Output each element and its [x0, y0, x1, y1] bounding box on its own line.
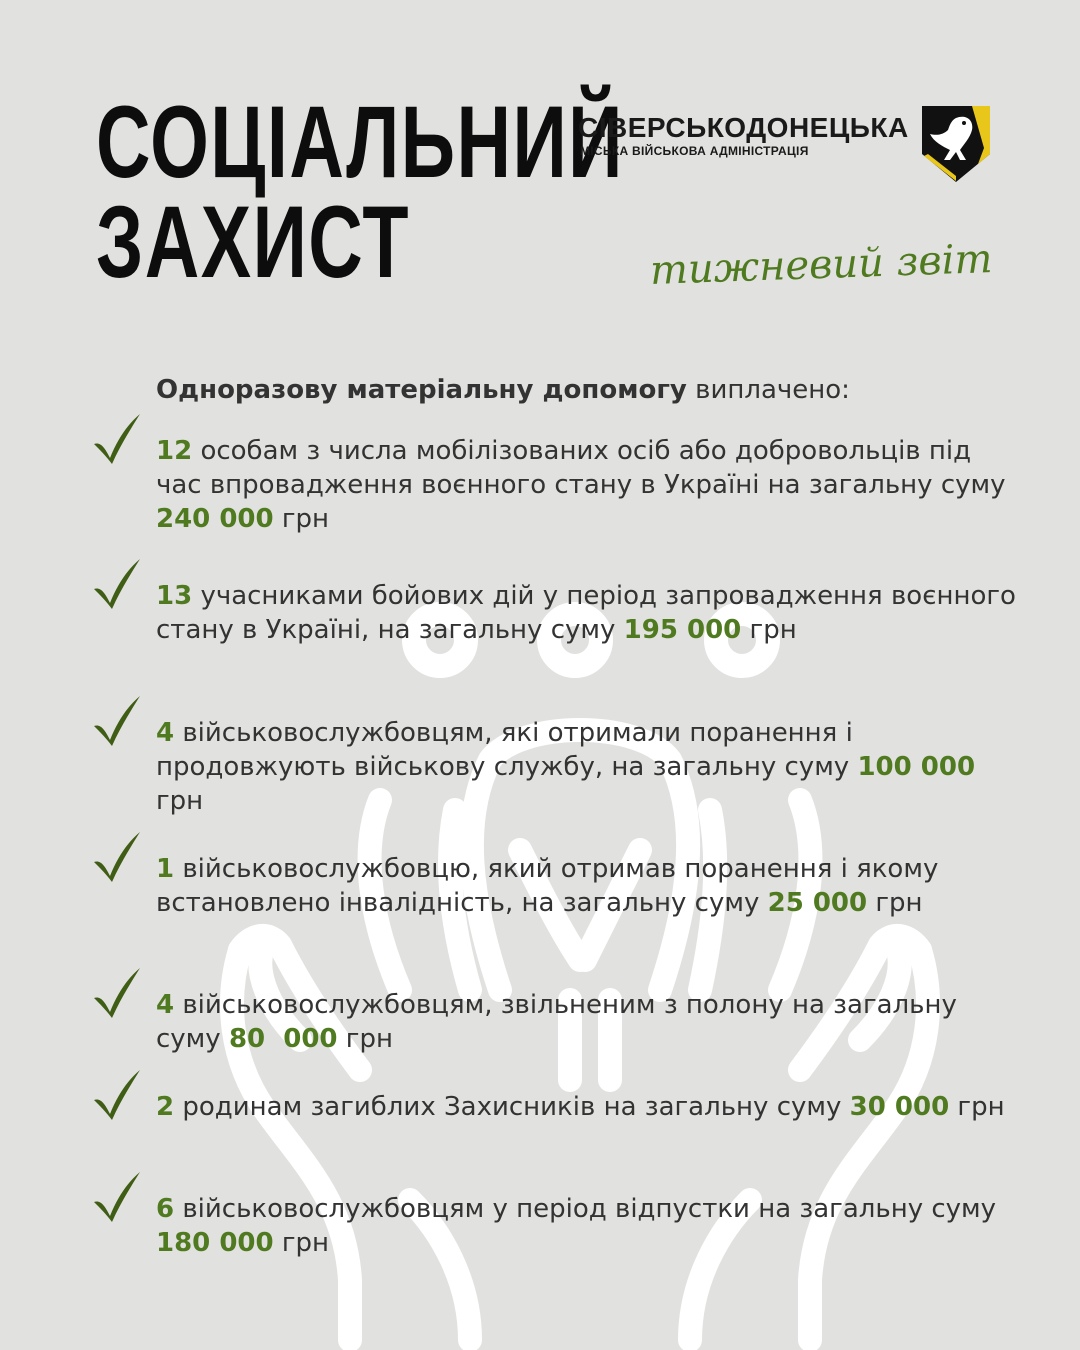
item-count: 4: [156, 718, 175, 748]
title-line-2: ЗАХИСТ: [96, 185, 411, 299]
item-description: військовослужбовцю, який отримав поранення і якому встановлено інвалідність, на загальну суму: [156, 854, 939, 918]
item-description: учасниками бойових дій у період запровадження воєнного стану в Україні, на загальну суму: [156, 581, 1016, 645]
list-item-text: [156, 579, 1016, 647]
logo-subtitle: МІСЬКА ВІЙСЬКОВА АДМІНІСТРАЦІЯ: [580, 144, 809, 158]
checkmark-icon: [90, 1068, 144, 1122]
logo-city-name: СІВЕРСЬКОДОНЕЦЬКА: [578, 112, 909, 143]
item-amount: 100 000: [857, 752, 976, 782]
intro-rest: виплачено:: [686, 375, 850, 405]
item-currency: грн: [273, 504, 330, 534]
item-currency: грн: [273, 1228, 330, 1258]
item-description: родинам загиблих Захисників на загальну суму: [174, 1092, 850, 1122]
item-amount: 30 000: [849, 1092, 950, 1122]
intro-text: [156, 372, 850, 408]
item-count: 1: [156, 854, 175, 884]
item-description: військовослужбовцям, звільненим з полону на загальну суму: [156, 990, 957, 1054]
item-description: військовослужбовцям у період відпустки на загальну суму: [174, 1194, 997, 1224]
list-item-text: [156, 1090, 1016, 1124]
item-count: 2: [156, 1092, 175, 1122]
item-currency: грн: [156, 786, 204, 816]
item-count: 4: [156, 990, 175, 1020]
intro-bold: Одноразову матеріальну допомогу: [156, 375, 687, 405]
list-item-text: [156, 988, 1016, 1056]
list-item-text: [156, 1192, 1016, 1260]
item-amount: 240 000: [156, 504, 274, 534]
list-item-text: [156, 716, 1016, 818]
list-item-text: [156, 434, 1016, 536]
item-currency: грн: [867, 888, 923, 918]
checkmark-icon: [90, 830, 144, 884]
item-count: 6: [156, 1194, 175, 1224]
item-count: 13: [156, 581, 193, 611]
list-item-text: [156, 852, 1016, 920]
checkmark-icon: [90, 694, 144, 748]
page-title: [96, 85, 624, 299]
item-amount: 195 000: [623, 615, 742, 645]
item-currency: грн: [741, 615, 797, 645]
item-count: 12: [156, 436, 193, 466]
checkmark-icon: [90, 557, 144, 611]
item-currency: грн: [337, 1024, 393, 1054]
item-amount: 80 000: [228, 1024, 338, 1054]
item-description: особам з числа мобілізованих осіб або добровольців під час впровадження воєнного стану в Україні на загальну суму: [156, 436, 1006, 500]
bird-shield-emblem-icon: [920, 104, 992, 184]
item-currency: грн: [949, 1092, 1005, 1122]
item-description: військовослужбовцям, які отримали поранення і продовжують військову службу, на загальну суму: [156, 718, 858, 782]
checkmark-icon: [90, 1170, 144, 1224]
weekly-report-label: тижневий звіт: [649, 236, 994, 294]
administration-logo: [578, 104, 998, 184]
item-amount: 180 000: [156, 1228, 274, 1258]
checkmark-icon: [90, 412, 144, 466]
item-amount: 25 000: [767, 888, 868, 918]
title-line-1: СОЦІАЛЬНИЙ: [96, 85, 624, 199]
checkmark-icon: [90, 966, 144, 1020]
